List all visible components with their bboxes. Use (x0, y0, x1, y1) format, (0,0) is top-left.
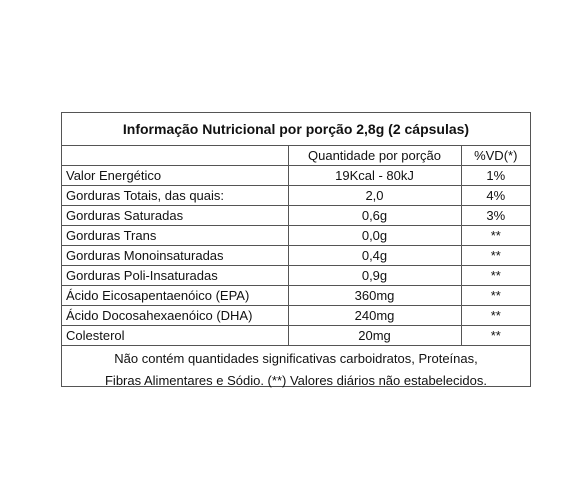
table-row (62, 326, 530, 346)
nutrient-quantity: 2,0 (288, 186, 461, 206)
table-row (62, 266, 530, 286)
header-nutrient (62, 146, 288, 166)
nutrient-name: Gorduras Totais, das quais: (62, 186, 288, 206)
nutrient-quantity: 19Kcal - 80kJ (288, 166, 461, 186)
table-row (62, 226, 530, 246)
header-vd: %VD(*) (461, 146, 530, 166)
nutrient-name: Gorduras Trans (62, 226, 288, 246)
nutrient-quantity: 360mg (288, 286, 461, 306)
nutrient-quantity: 240mg (288, 306, 461, 326)
nutrient-quantity: 0,6g (288, 206, 461, 226)
footnote-line: Não contém quantidades significativas carboidratos, Proteínas, (114, 351, 478, 366)
nutrient-name: Ácido Eicosapentaenóico (EPA) (62, 286, 288, 306)
nutrient-quantity: 20mg (288, 326, 461, 346)
nutrient-name: Gorduras Poli-Insaturadas (62, 266, 288, 286)
header-row (62, 146, 530, 166)
header-quantity: Quantidade por porção (288, 146, 461, 166)
nutrient-quantity: 0,4g (288, 246, 461, 266)
nutrient-vd: ** (461, 286, 530, 306)
nutrient-quantity: 0,9g (288, 266, 461, 286)
nutrient-name: Colesterol (62, 326, 288, 346)
nutrient-vd: 3% (461, 206, 530, 226)
nutrient-vd: ** (461, 226, 530, 246)
nutrient-name: Valor Energético (62, 166, 288, 186)
footnote (62, 346, 530, 392)
nutrition-facts-table (61, 112, 531, 387)
table-row (62, 186, 530, 206)
nutrient-name: Gorduras Monoinsaturadas (62, 246, 288, 266)
nutrition-grid (62, 146, 530, 346)
table-row (62, 206, 530, 226)
nutrient-vd: ** (461, 326, 530, 346)
table-row (62, 306, 530, 326)
nutrient-vd: ** (461, 306, 530, 326)
nutrient-name: Ácido Docosahexaenóico (DHA) (62, 306, 288, 326)
nutrient-name: Gorduras Saturadas (62, 206, 288, 226)
nutrient-vd: ** (461, 246, 530, 266)
footnote-line: Fibras Alimentares e Sódio. (**) Valores diários não estabelecidos. (104, 373, 487, 388)
nutrient-vd: 4% (461, 186, 530, 206)
nutrient-quantity: 0,0g (288, 226, 461, 246)
table-row (62, 166, 530, 186)
nutrient-vd: 1% (461, 166, 530, 186)
nutrient-vd: ** (461, 266, 530, 286)
table-row (62, 286, 530, 306)
table-row (62, 246, 530, 266)
table-title: Informação Nutricional por porção 2,8g (2 cápsulas) (62, 113, 530, 146)
